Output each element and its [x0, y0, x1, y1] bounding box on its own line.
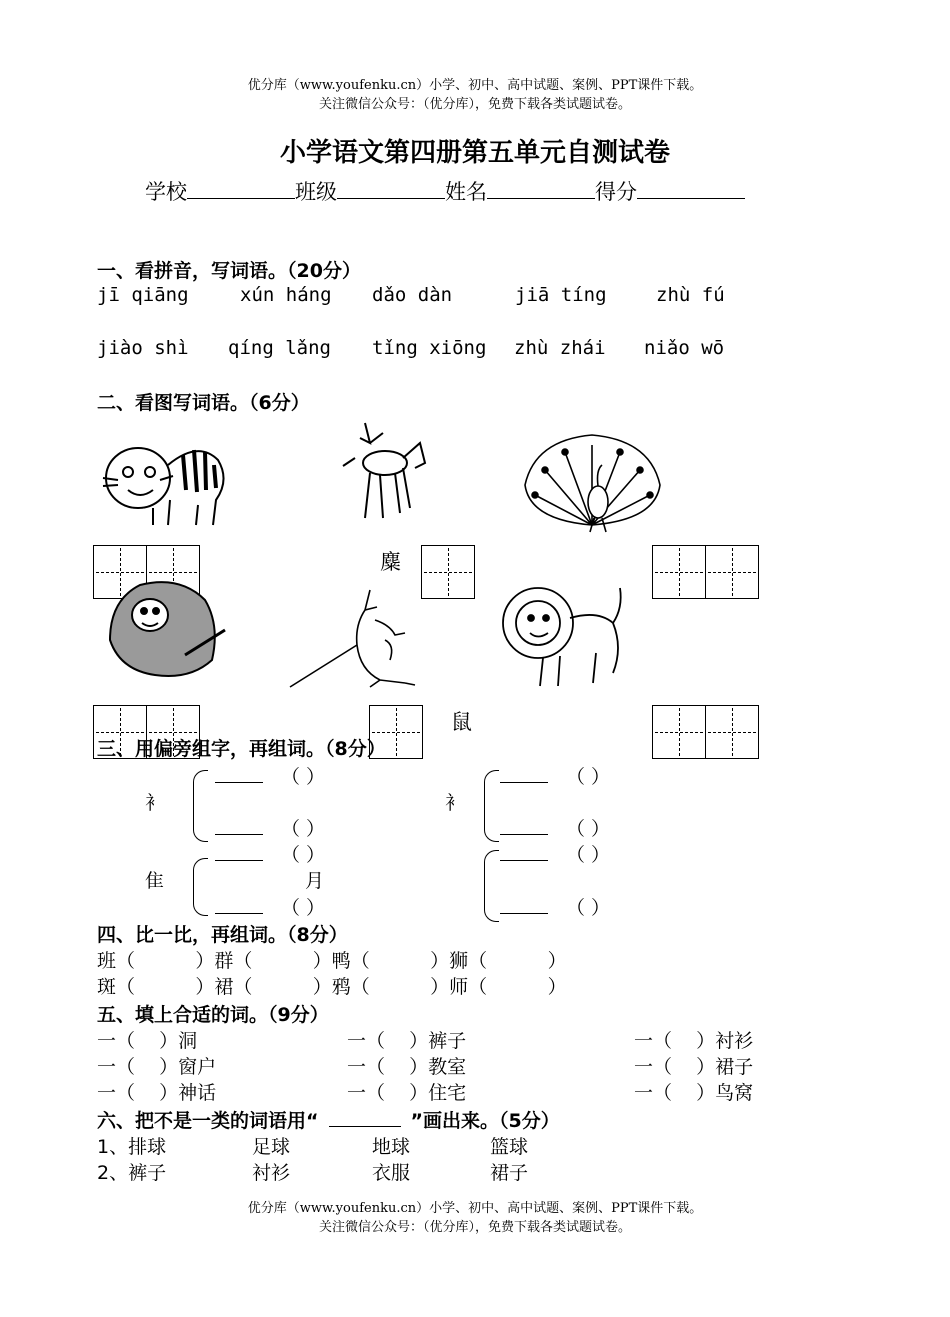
- measure-1-2[interactable]: 一（ ）裤子: [347, 1030, 467, 1052]
- pinyin-2-5: niǎo wō: [644, 337, 725, 359]
- header-line-1: 优分库（www.youfenku.cn）小学、初中、高中试题、案例、PPT课件下载。: [247, 78, 703, 93]
- word-1-3[interactable]: 地球: [372, 1136, 411, 1158]
- s6-heading-b: ”画出来。（5分）: [410, 1110, 560, 1132]
- peacock-picture: [520, 430, 665, 535]
- measure-3-3[interactable]: 一（ ）鸟窝: [634, 1082, 754, 1104]
- underline-sample: [329, 1108, 401, 1127]
- blank-3a[interactable]: （ ）: [215, 840, 325, 867]
- pinyin-1-2: xún háng: [240, 284, 332, 306]
- word-1-1[interactable]: 1、排球: [97, 1136, 167, 1158]
- pinyin-2-3: tǐng xiōng: [372, 337, 487, 359]
- footer-line-1: 优分库（www.youfenku.cn）小学、初中、高中试题、案例、PPT课件下载。: [247, 1201, 703, 1216]
- student-info: [145, 176, 745, 206]
- measure-1-1[interactable]: 一（ ）洞: [97, 1030, 198, 1052]
- page-title: 小学语文第四册第五单元自测试卷: [279, 138, 670, 168]
- section-5-heading: 五、填上合适的词。（9分）: [97, 1004, 329, 1026]
- radical-1: 衤: [145, 792, 165, 814]
- pinyin-2-2: qíng lǎng: [228, 337, 331, 359]
- blank-1a[interactable]: （ ）: [215, 762, 325, 789]
- score-blank[interactable]: [637, 180, 745, 199]
- deer-picture: [335, 418, 435, 528]
- name-blank[interactable]: [487, 180, 595, 199]
- s6-heading-a: 六、把不是一类的词语用“: [97, 1110, 319, 1132]
- writing-grid-6[interactable]: [652, 705, 759, 759]
- compare-row-2[interactable]: 斑（ ）裙（ ）鸦（ ）师（ ）: [97, 976, 567, 998]
- blank-4b[interactable]: （ ）: [500, 893, 610, 920]
- word-1-4[interactable]: 篮球: [490, 1136, 529, 1158]
- section-1-heading: 一、看拼音，写词语。（20分）: [97, 260, 361, 282]
- word-2-2[interactable]: 衬衫: [252, 1162, 291, 1184]
- tiger-picture: [98, 430, 233, 530]
- section-6-heading: [97, 1106, 560, 1133]
- given-char-mi: 麋: [380, 550, 401, 574]
- measure-2-3[interactable]: 一（ ）裙子: [634, 1056, 754, 1078]
- lion-picture: [498, 578, 636, 690]
- measure-3-1[interactable]: 一（ ）神话: [97, 1082, 217, 1104]
- kangaroo-picture: [285, 585, 435, 690]
- measure-2-2[interactable]: 一（ ）教室: [347, 1056, 467, 1078]
- section-4-heading: 四、比一比，再组词。（8分）: [97, 924, 348, 946]
- blank-1b[interactable]: （ ）: [215, 814, 325, 841]
- brace-4: [484, 850, 499, 922]
- given-char-shu: 鼠: [451, 710, 472, 734]
- brace-1: [193, 770, 208, 842]
- pinyin-1-1: jī qiāng: [97, 284, 189, 306]
- pinyin-1-3: dǎo dàn: [372, 284, 453, 306]
- blank-3b[interactable]: （ ）: [215, 893, 325, 920]
- info-name: 姓名: [445, 180, 487, 204]
- compare-row-1[interactable]: 班（ ）群（ ）鸭（ ）狮（ ）: [97, 950, 567, 972]
- radical-4: 月: [305, 870, 325, 892]
- blank-2b[interactable]: （ ）: [500, 814, 610, 841]
- radical-3: 隹: [145, 870, 165, 892]
- pinyin-1-5: zhù fú: [656, 284, 725, 306]
- school-blank[interactable]: [187, 180, 295, 199]
- gorilla-picture: [100, 575, 230, 685]
- blank-2a[interactable]: （ ）: [500, 762, 610, 789]
- measure-3-2[interactable]: 一（ ）住宅: [347, 1082, 467, 1104]
- word-1-2[interactable]: 足球: [252, 1136, 291, 1158]
- info-score: 得分: [595, 180, 637, 204]
- pinyin-2-1: jiào shì: [97, 337, 189, 359]
- brace-3: [193, 858, 208, 916]
- section-3-heading: 三、用偏旁组字，再组词。（8分）: [97, 738, 386, 760]
- info-class: 班级: [295, 180, 337, 204]
- info-school: 学校: [145, 180, 187, 204]
- writing-grid-3[interactable]: [652, 545, 759, 599]
- footer-line-2: 关注微信公众号：（优分库），免费下载各类试题试卷。: [318, 1220, 631, 1235]
- class-blank[interactable]: [337, 180, 445, 199]
- radical-2: 衤: [445, 792, 465, 814]
- section-2-heading: 二、看图写词语。（6分）: [97, 392, 310, 414]
- word-2-3[interactable]: 衣服: [372, 1162, 411, 1184]
- word-2-4[interactable]: 裙子: [490, 1162, 529, 1184]
- brace-2: [484, 770, 499, 842]
- word-2-1[interactable]: 2、裤子: [97, 1162, 167, 1184]
- pinyin-2-4: zhù zhái: [514, 337, 606, 359]
- pinyin-1-4: jiā tíng: [515, 284, 607, 306]
- blank-4a[interactable]: （ ）: [500, 840, 610, 867]
- measure-1-3[interactable]: 一（ ）衬衫: [634, 1030, 754, 1052]
- header-line-2: 关注微信公众号：（优分库），免费下载各类试题试卷。: [318, 97, 631, 112]
- measure-2-1[interactable]: 一（ ）窗户: [97, 1056, 217, 1078]
